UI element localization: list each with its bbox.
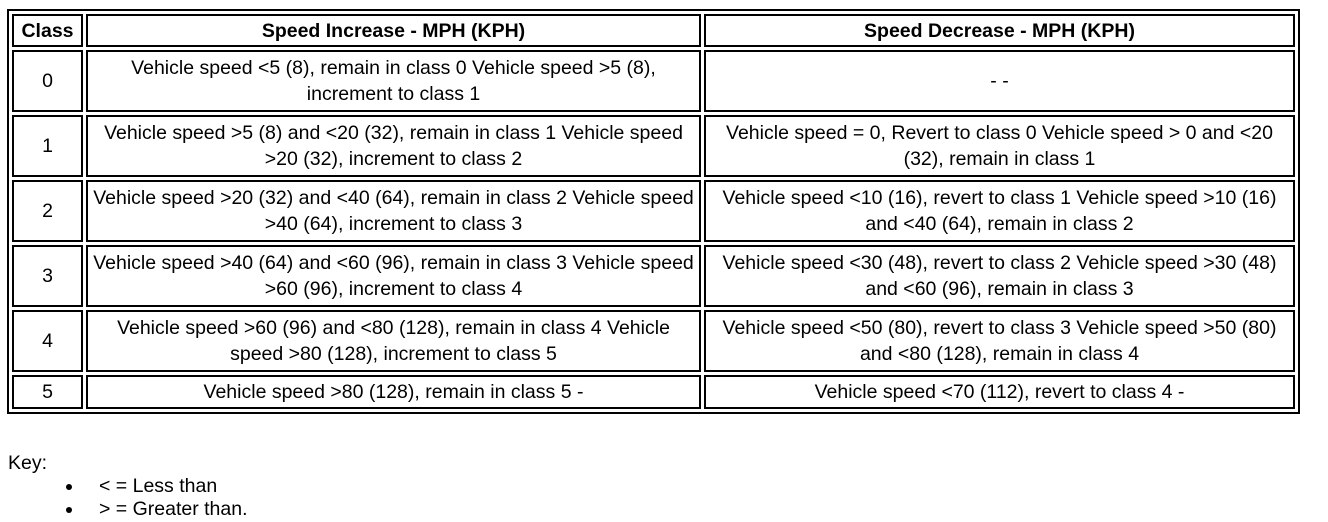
speed-decrease-cell: Vehicle speed <10 (16), revert to class 1 Vehicle speed >10 (16) and <40 (64), remain in class 2 [704,180,1295,242]
speed-decrease-cell: - - [704,50,1295,112]
table-row [12,115,1295,177]
table-row [12,50,1295,112]
class-cell: 2 [12,180,83,242]
list-item [66,475,248,498]
list-item [66,498,248,521]
bullet-icon [66,484,72,490]
class-cell: 0 [12,50,83,112]
speed-decrease-cell: Vehicle speed <50 (80), revert to class 3 Vehicle speed >50 (80) and <80 (128), remain in class 4 [704,310,1295,372]
table-header-row [12,14,1295,47]
speed-decrease-cell: Vehicle speed <70 (112), revert to class 4 - [704,375,1295,409]
speed-decrease-cell: Vehicle speed = 0, Revert to class 0 Vehicle speed > 0 and <20 (32), remain in class 1 [704,115,1295,177]
class-cell: 4 [12,310,83,372]
table-row [12,310,1295,372]
speed-increase-cell: Vehicle speed >40 (64) and <60 (96), remain in class 3 Vehicle speed >60 (96), increment to class 4 [86,245,701,307]
table-row [12,245,1295,307]
speed-increase-cell: Vehicle speed >80 (128), remain in class 5 - [86,375,701,409]
speed-decrease-cell: Vehicle speed <30 (48), revert to class 2 Vehicle speed >30 (48) and <60 (96), remain in class 3 [704,245,1295,307]
bullet-icon [66,507,72,513]
speed-class-table-container [7,9,1300,414]
speed-increase-cell: Vehicle speed >60 (96) and <80 (128), remain in class 4 Vehicle speed >80 (128), increment to class 5 [86,310,701,372]
key-section [8,452,248,521]
header-class: Class [12,14,83,47]
key-item-less-than: < = Less than [99,475,218,497]
speed-increase-cell: Vehicle speed <5 (8), remain in class 0 Vehicle speed >5 (8), increment to class 1 [86,50,701,112]
speed-class-table [7,9,1300,414]
speed-increase-cell: Vehicle speed >20 (32) and <40 (64), remain in class 2 Vehicle speed >40 (64), increment to class 3 [86,180,701,242]
table-row [12,180,1295,242]
key-list [8,475,248,521]
key-item-greater-than: > = Greater than. [99,498,248,520]
table-row [12,375,1295,409]
header-speed-increase: Speed Increase - MPH (KPH) [86,14,701,47]
speed-increase-cell: Vehicle speed >5 (8) and <20 (32), remain in class 1 Vehicle speed >20 (32), increment to class 2 [86,115,701,177]
class-cell: 3 [12,245,83,307]
class-cell: 1 [12,115,83,177]
key-title: Key: [8,452,48,474]
header-speed-decrease: Speed Decrease - MPH (KPH) [704,14,1295,47]
class-cell: 5 [12,375,83,409]
